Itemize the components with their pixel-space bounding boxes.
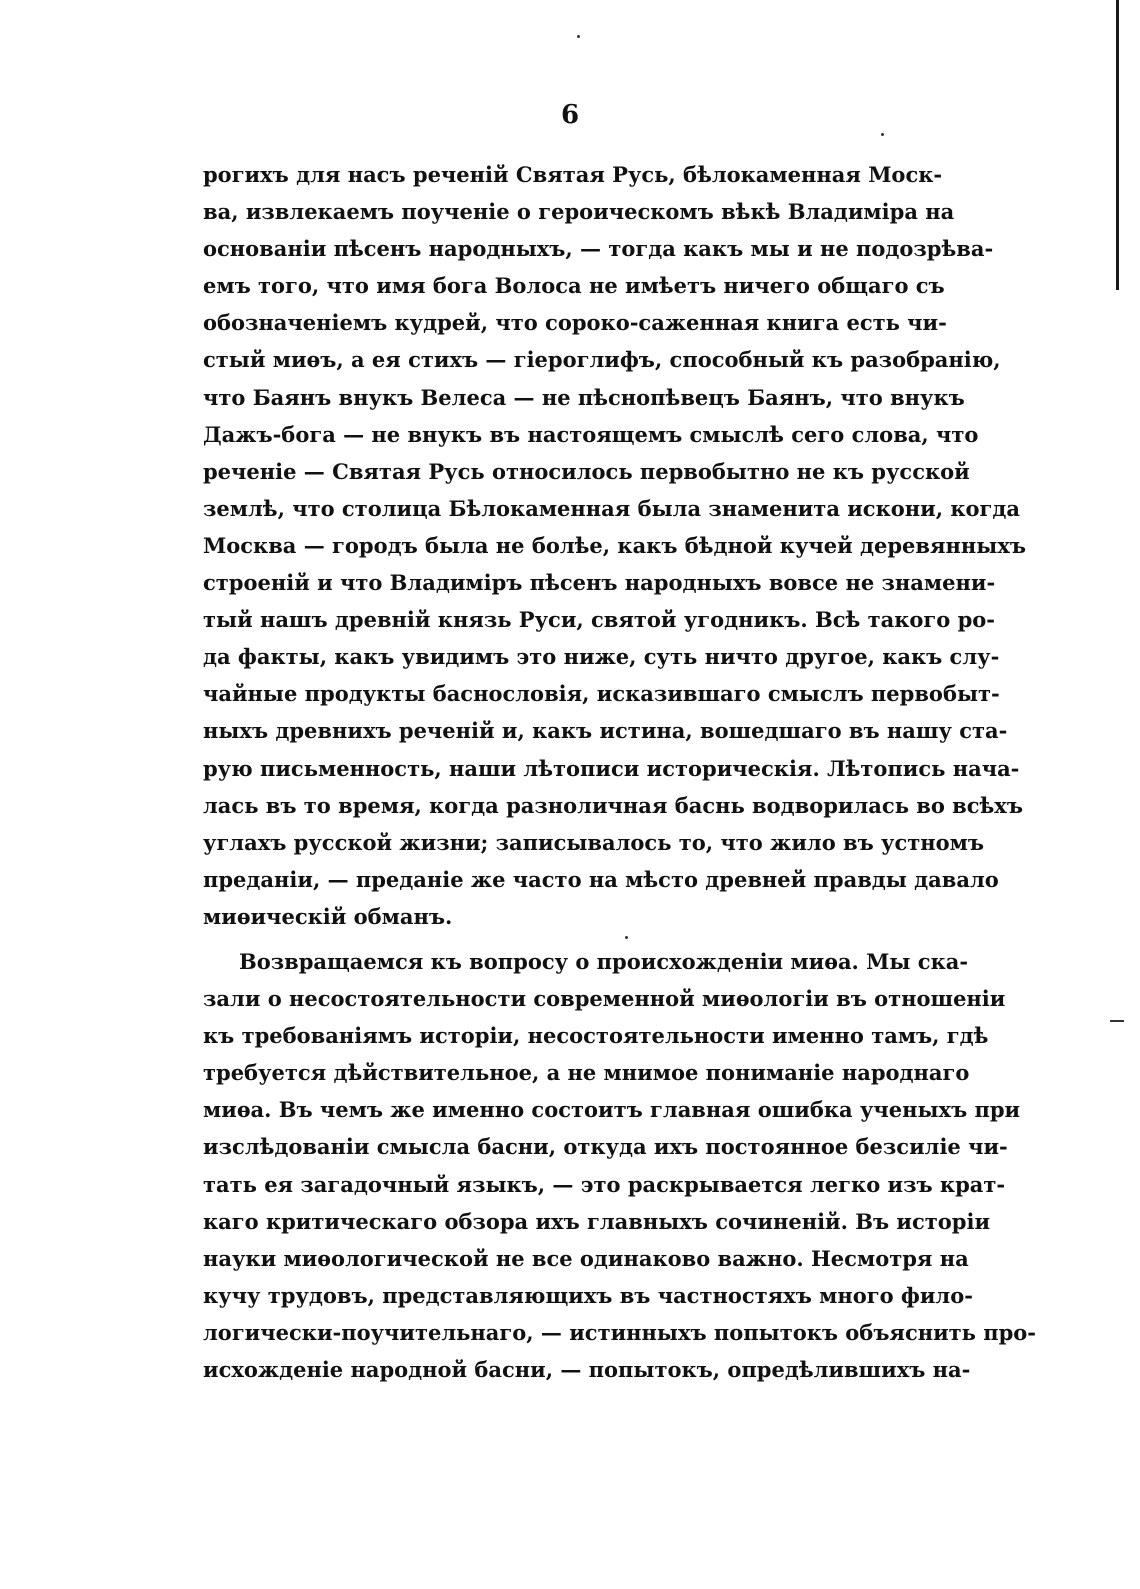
text-line: изслѣдованіи смысла басни, откуда ихъ постоянное безсиліе чи- <box>203 1134 1008 1160</box>
text-line: Возвращаемся къ вопросу о происхожденіи миѳа. Мы ска- <box>239 948 969 974</box>
text-line: миѳа. Въ чемъ же именно состоитъ главная ошибка ученыхъ при <box>203 1097 1021 1123</box>
body-text <box>203 156 1037 1388</box>
text-line: основаніи пѣсенъ народныхъ, — тогда какъ мы и не подозрѣва- <box>203 236 994 262</box>
margin-tick-mark <box>1110 1020 1124 1022</box>
text-line: требуется дѣйствительное, а не мнимое пониманіе народнаго <box>203 1060 970 1086</box>
text-line: емъ того, что имя бога Волоса не имѣетъ ничего общаго съ <box>203 273 945 299</box>
text-line: рогихъ для насъ реченій Святая Русь, бѣлокаменная Моск- <box>203 162 943 187</box>
text-line: зали о несостоятельности современной миѳологіи въ отношеніи <box>203 986 1006 1012</box>
text-line: да факты, какъ увидимъ это ниже, суть ничто другое, какъ слу- <box>203 644 1000 670</box>
text-line: чайные продукты баснословія, исказившаго смыслъ первобыт- <box>203 681 1000 707</box>
text-line: углахъ русской жизни; записывалось то, что жило въ устномъ <box>203 829 984 855</box>
text-line: Москва — городъ была не болѣе, какъ бѣдной кучей деревянныхъ <box>203 532 1026 558</box>
text-line: тать ея загадочный языкъ, — это раскрывается легко изъ крат- <box>203 1171 1006 1197</box>
text-line: каго критическаго обзора ихъ главныхъ сочиненій. Въ исторіи <box>203 1208 991 1234</box>
text-line: преданіи, — преданіе же часто на мѣсто древней правды давало <box>203 866 999 892</box>
page-number: 6 <box>560 100 580 130</box>
text-line: ныхъ древнихъ реченій и, какъ истина, вошедшаго въ нашу ста- <box>203 718 1008 744</box>
text-line: исхожденіе народной басни, — попытокъ, опредѣлившихъ на- <box>203 1357 971 1382</box>
text-line: рую письменность, наши лѣтописи историческія. Лѣтопись нача- <box>203 755 1020 781</box>
text-line: строеній и что Владиміръ пѣсенъ народныхъ вовсе не знамени- <box>203 570 996 596</box>
text-line: Дажъ-бога — не внукъ въ настоящемъ смыслѣ сего слова, что <box>203 421 979 447</box>
text-line: лась въ то время, когда разноличная баснь водворилась во всѣхъ <box>203 792 1023 818</box>
text-line: реченіе — Святая Русь относилось первобытно не къ русской <box>203 458 970 484</box>
text-line: науки миѳологической не все одинаково важно. Несмотря на <box>203 1245 969 1271</box>
text-line: что Баянъ внукъ Велеса — не пѣснопѣвецъ Баянъ, что внукъ <box>203 384 965 410</box>
scan-speck <box>577 35 580 38</box>
text-line: землѣ, что столица Бѣлокаменная была знаменита искони, когда <box>203 495 1020 521</box>
text-line: къ требованіямъ исторіи, несостоятельности именно тамъ, гдѣ <box>203 1023 989 1049</box>
text-line: тый нашъ древній князь Руси, святой угодникъ. Всѣ такого ро- <box>203 607 995 633</box>
text-line: обозначеніемъ кудрей, что сороко-саженная книга есть чи- <box>203 310 947 336</box>
text-line: стый миѳъ, а ея стихъ — гіероглифъ, способный къ разобранію, <box>203 347 1001 373</box>
scan-speck <box>881 133 884 136</box>
text-line: логически-поучительнаго, — истинныхъ попытокъ объяснить про- <box>203 1319 1037 1345</box>
text-line: ва, извлекаемъ поученіе о героическомъ вѣкѣ Владиміра на <box>203 199 955 225</box>
text-line: миѳическій обманъ. <box>203 903 453 929</box>
text-line: кучу трудовъ, представляющихъ въ частностяхъ много фило- <box>203 1282 973 1308</box>
scan-edge-rule <box>1116 0 1119 290</box>
paragraph-gap <box>203 935 940 943</box>
